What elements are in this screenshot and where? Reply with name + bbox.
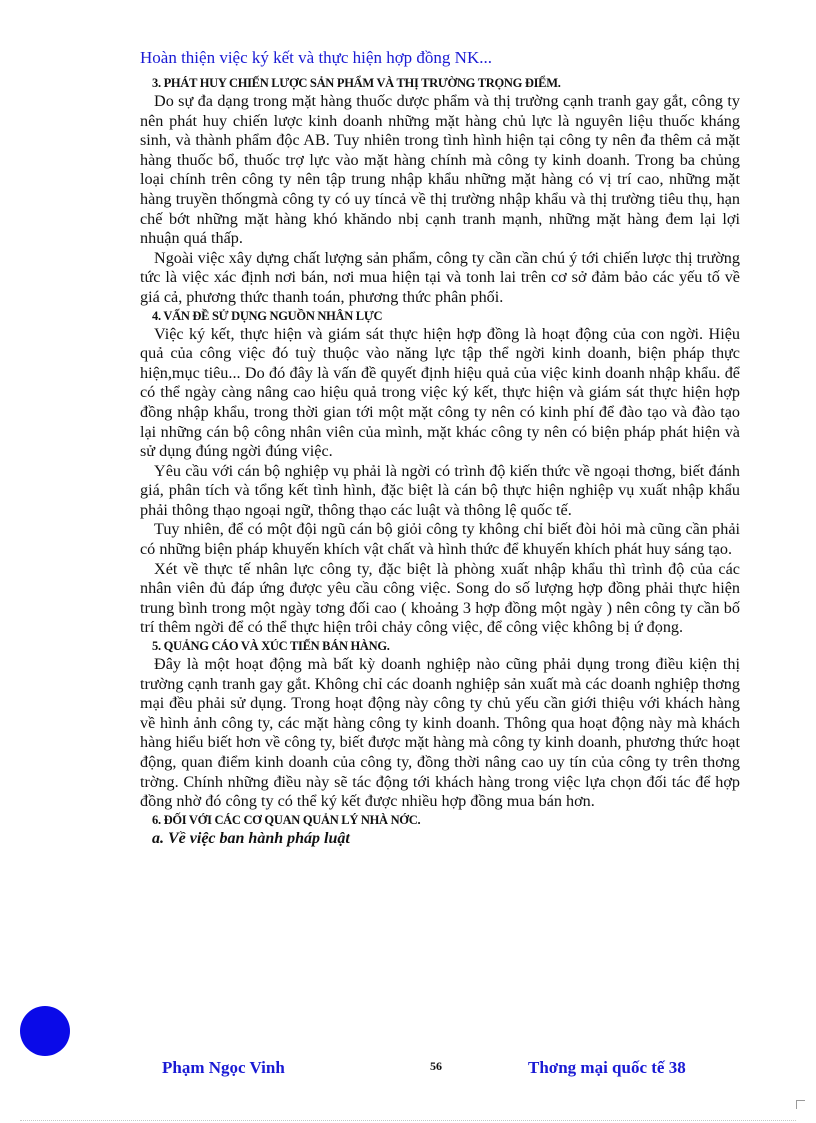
footer-author: Phạm Ngọc Vinh: [162, 1058, 285, 1077]
page-corner-mark: [796, 1100, 805, 1109]
section-heading-4: 4. VẤN ĐỀ SỬ DỤNG NGUỒN NHÂN LỰC: [152, 308, 383, 323]
blue-circle-marker: [20, 1006, 70, 1056]
page-bottom-divider: [20, 1120, 796, 1121]
section-heading-5: 5. QUẢNG CÁO VÀ XÚC TIẾN BÁN HÀNG.: [152, 639, 390, 654]
paragraph: Đây là một hoạt động mà bất kỳ doanh nghiệp nào cũng phải dụng trong điều kiện thị trường cạnh tranh gay gắt. Không chỉ các doanh nghiệp sản xuất mà các doanh nghiệp thơng mại đều phải sử dụng. Trong hoạt động này công ty chủ yếu cần giới thiệu với khách hàng về hình ảnh công ty, các mặt hàng công ty kinh doanh. Thông qua hoạt động này mà khách hàng hiểu biết hơn về công ty, biết được mặt hàng mà công ty kinh doanh, phương thức hoạt động, quan điểm kinh doanh của công ty, đồng thời nâng cao uy tín của công ty trên thơng trờng. Chính những điều này sẽ tác động tới khách hàng trong việc lựa chọn đối tác để hợp đồng nhờ đó công ty có thể ký kết được nhiều hợp đồng mua bán hơn.: [140, 655, 740, 811]
paragraph: Việc ký kết, thực hiện và giám sát thực hiện hợp đồng là hoạt động của con ngời. Hiệu quả của công việc đó tuỳ thuộc vào năng lực tập thể ngời kinh doanh, biện pháp thực hiện,mục tiêu... Do đó đây là vấn đề quyết định hiệu quả của việc kinh doanh nhập khẩu. để có thể ngày càng nâng cao hiệu quả trong việc ký kết, thực hiện và giám sát thực hiện hợp đồng nhập khẩu, trong thời gian tới một mặt công ty nên có kinh phí để đào tạo và đào tạo lại những cán bộ công nhân viên của mình, mặt khác công ty nên có biện pháp phát hiện và sử dụng đúng ngời đúng việc.: [140, 324, 740, 461]
footer-course: Thơng mại quốc tế 38: [528, 1058, 686, 1077]
section-heading-3: 3. PHÁT HUY CHIẾN LƯỢC SẢN PHẨM VÀ THỊ TRƯỜNG TRỌNG ĐIỂM.: [152, 76, 561, 90]
page-header-title: Hoàn thiện việc ký kết và thực hiện hợp đồng NK...: [140, 48, 492, 67]
paragraph: Do sự đa dạng trong mặt hàng thuốc dược phẩm và thị trường cạnh tranh gay gắt, công ty nên phát huy chiến lược kinh doanh những mặt hàng chủ lực là nguyên liệu thuốc kháng sinh, và thành phẩm độc AB. Tuy nhiên trong tình hình hiện tại công ty nên đa thêm cả mặt hàng thuốc bổ, thuốc trợ lực vào mặt hàng chính mà công ty kinh doanh. Trong ba chủng loại chính trên công ty nên tập trung nhập khẩu những mặt hàng có vị trí cao, những mặt hàng truyền thốngmà công ty có uy tíncả về thị trường nhập khẩu và thị trường tiêu thụ, hạn chế bớt những mặt hàng khó khăndo nbị cạnh tranh mạnh, những mặt hàng đem lại lợi nhuận quá thấp.: [140, 92, 740, 248]
paragraph: Xét về thực tế nhân lực công ty, đặc biệt là phòng xuất nhập khẩu thì trình độ của các nhân viên đủ đáp ứng được yêu cầu công việc. Song do số lượng hợp đồng phải thực hiện trung bình trong một ngày tơng đối cao ( khoảng 3 hợp đồng một ngày ) nên công ty cần bố trí thêm ngời để có thể thực hiện trôi chảy công việc, để công việc không bị ứ đọng.: [140, 559, 740, 637]
paragraph: Yêu cầu với cán bộ nghiệp vụ phải là ngời có trình độ kiến thức về ngoại thơng, biết đánh giá, phân tích và tổng kết tình hình, đặc biệt là cán bộ thực hiện nghiệp vụ xuất nhập khẩu phải thông thạo ngoại ngữ, thông thạo các luật và thông lệ quốc tế.: [140, 461, 740, 519]
section-heading-6: 6. ĐỐI VỚI CÁC CƠ QUAN QUẢN LÝ NHÀ NỚC.: [152, 812, 421, 827]
page-footer: [0, 1058, 816, 1082]
page-number: 56: [430, 1059, 442, 1073]
paragraph: Ngoài việc xây dựng chất lượng sản phẩm, công ty cần cần chú ý tới chiến lược thị trường tức là việc xác định nơi bán, nơi mua hiện tại và tonh lai trên cơ sở đảm bảo các yếu tố về giá cả, phương thức thanh toán, phương thức phân phối.: [140, 248, 740, 306]
paragraph: Tuy nhiên, để có một đội ngũ cán bộ giỏi công ty không chỉ biết đòi hỏi mà cũng cần phải có những biện pháp khuyến khích vật chất và hình thức để khuyến khích phát huy sáng tạo.: [140, 520, 740, 559]
document-body: [140, 75, 740, 849]
subsection-heading: a. Về việc ban hành pháp luật: [152, 829, 350, 847]
